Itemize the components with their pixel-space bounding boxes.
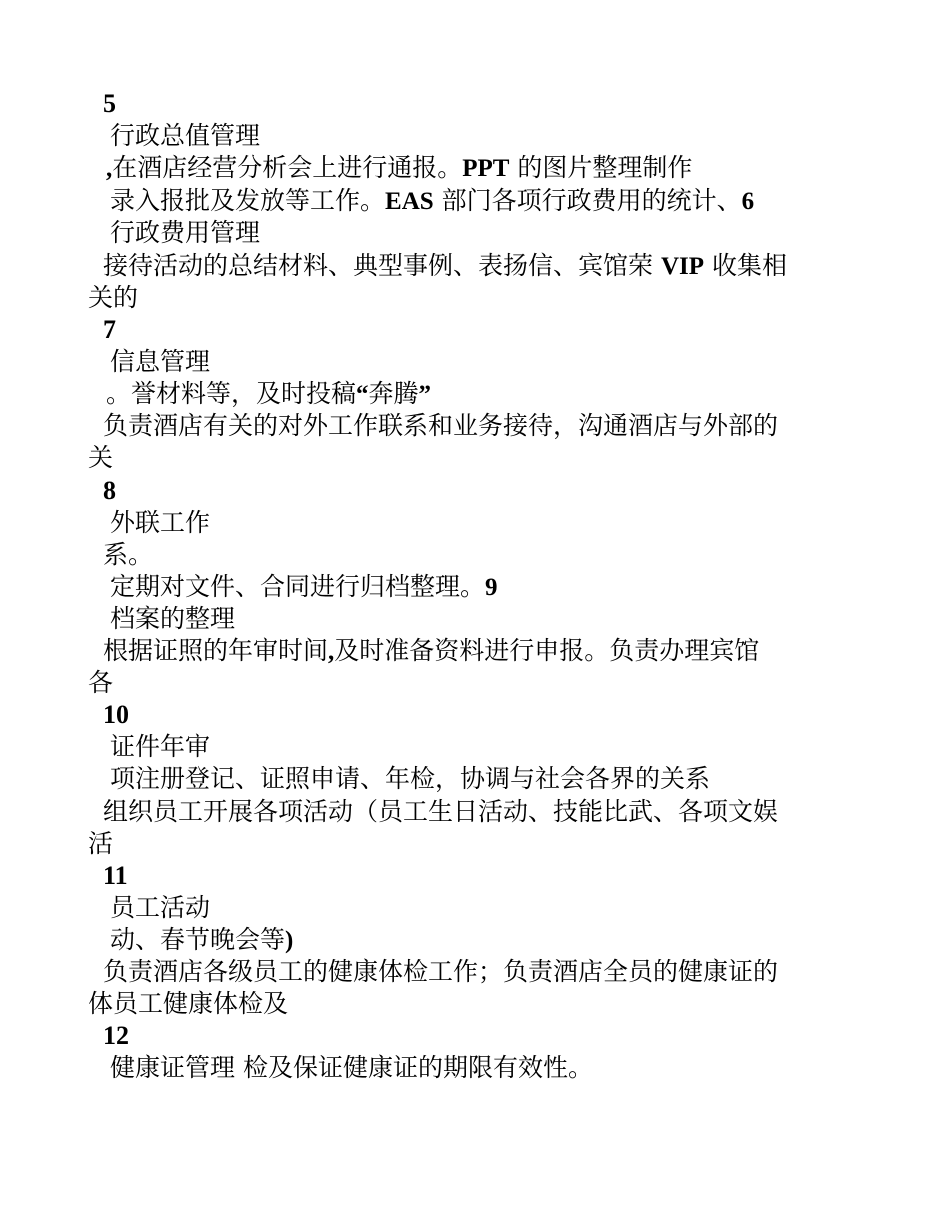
text-line: 各	[88, 668, 114, 697]
text-line: 活	[88, 829, 114, 858]
text-line: 关的	[88, 283, 139, 312]
text-line: ,在酒店经营分析会上进行通报。PPT 的图片整理制作	[106, 153, 693, 182]
text-line: 录入报批及发放等工作。EAS 部门各项行政费用的统计、6	[110, 186, 755, 215]
item-number: 11	[103, 861, 128, 890]
text-line: 项注册登记、证照申请、年检，协调与社会各界的关系	[110, 764, 711, 793]
text-line: 系。	[103, 540, 154, 569]
text-line: 动、春节晚会等)	[110, 925, 294, 954]
item-number: 10	[103, 700, 129, 729]
item-title: 员工活动	[110, 893, 211, 922]
text-line: 接待活动的总结材料、典型事例、表扬信、宾馆荣 VIP 收集相	[103, 251, 787, 280]
text-line: 关	[88, 443, 114, 472]
text-line: 。誉材料等，及时投稿“奔腾”	[106, 379, 432, 408]
item-number: 5	[103, 89, 116, 118]
item-title: 档案的整理	[110, 604, 236, 633]
item-title: 外联工作	[110, 508, 211, 537]
text-line: 根据证照的年审时间,及时准备资料进行申报。负责办理宾馆	[103, 636, 760, 665]
item-title: 健康证管理 检及保证健康证的期限有效性。	[110, 1053, 593, 1082]
text-line: 组织员工开展各项活动（员工生日活动、技能比武、各项文娱	[103, 797, 779, 826]
text-line: 负责酒店各级员工的健康体检工作；负责酒店全员的健康证的	[103, 957, 779, 986]
item-number: 12	[103, 1021, 129, 1050]
item-title: 行政总值管理	[110, 121, 261, 150]
item-title: 行政费用管理	[110, 218, 261, 247]
item-number: 8	[103, 476, 116, 505]
text-line: 定期对文件、合同进行归档整理。9	[110, 572, 498, 601]
item-number: 7	[103, 315, 116, 344]
item-title: 证件年审	[110, 732, 211, 761]
text-line: 负责酒店有关的对外工作联系和业务接待，沟通酒店与外部的	[103, 411, 779, 440]
item-title: 信息管理	[110, 347, 211, 376]
text-line: 体员工健康体检及	[88, 989, 289, 1018]
